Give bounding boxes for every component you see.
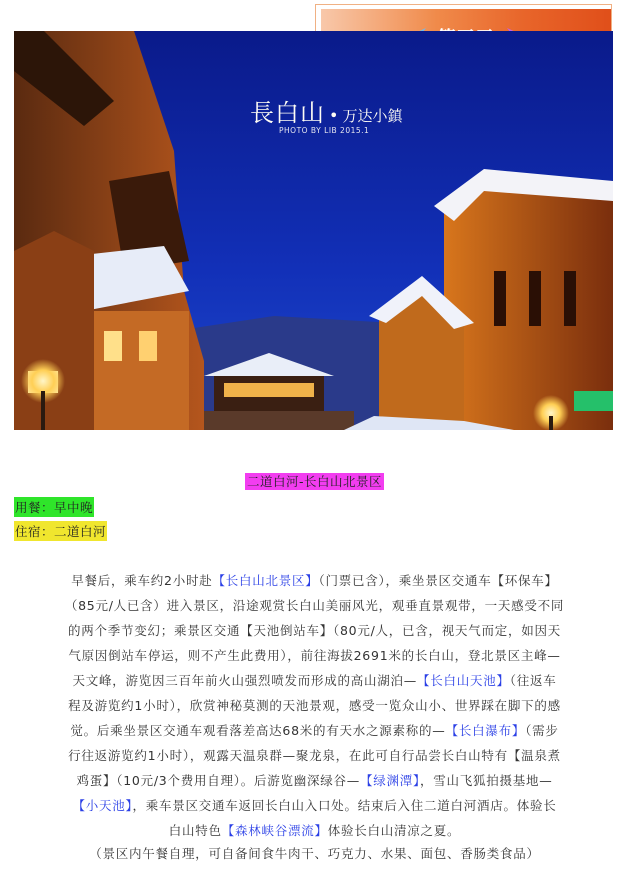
itinerary-line (12, 793, 617, 818)
itinerary-text: 鸡蛋】（10元/3个费用自理）。后游览幽深绿谷— (76, 773, 361, 788)
attraction-link[interactable]: 【长白山天池】 (416, 673, 510, 688)
itinerary-text: ，乘车景区交通车返回长白山入口处。结束后入住二道白河酒店。体验长 (132, 798, 557, 813)
itinerary-line (12, 568, 617, 593)
itinerary-text: 程及游览约1小时），欣赏神秘莫测的天池景观，感受一览众山小、世界踩在脚下的感 (68, 698, 561, 713)
attraction-link[interactable]: 【长白山北景区】 (212, 573, 319, 588)
attraction-link[interactable]: 【长白瀑布】 (445, 723, 526, 738)
photo-caption-title (250, 93, 402, 128)
itinerary-line (12, 743, 617, 768)
attraction-link[interactable]: 【绿渊潭】 (360, 773, 421, 788)
itinerary-line (12, 693, 617, 718)
itinerary-text: （85元/人已含）进入景区，沿途观赏长白山美丽风光，观垂直景观带，一天感受不同 (64, 598, 565, 613)
itinerary-text: 气原因倒站车停运，则不产生此费用），前往海拔2691米的长白山，登北景区主峰— (68, 648, 561, 663)
snowy-town-illustration (14, 31, 613, 430)
itinerary-text: （需步 (525, 723, 559, 738)
route-label: 二道白河-长白山北景区 (246, 474, 382, 489)
itinerary-text: 体验长白山清凉之夏。 (327, 823, 461, 838)
photo-credit: PHOTO BY LIB 2015.1 (279, 126, 370, 135)
route-heading (0, 471, 629, 490)
itinerary-text: 白山特色 (168, 823, 222, 838)
itinerary-text: 早餐后，乘车约2小时赴 (71, 573, 213, 588)
itinerary-line (12, 618, 617, 643)
photo-title-dot: • (329, 106, 339, 125)
itinerary-text: ，雪山飞狐拍摄基地— (420, 773, 553, 788)
itinerary-paragraph (12, 568, 617, 843)
photo-title-sub: 万达小鎮 (342, 107, 403, 125)
itinerary-line (12, 718, 617, 743)
itinerary-line (12, 593, 617, 618)
attraction-link[interactable]: 【小天池】 (72, 798, 133, 813)
itinerary-note: （景区内午餐自理，可自备间食牛肉干、巧克力、水果、面包、香肠类食品） (89, 846, 540, 861)
itinerary-text: （往返车 (509, 673, 557, 688)
photo-title-main: 長白山 (250, 99, 325, 127)
itinerary-line (12, 768, 617, 793)
itinerary-text: （门票已含），乘坐景区交通车【环保车】 (318, 573, 558, 588)
itinerary-line (12, 818, 617, 843)
itinerary-text: 行往返游览约1小时），观露天温泉群—聚龙泉，在此可自行品尝长白山特有【温泉煮 (68, 748, 561, 763)
itinerary-text: 觉。后乘坐景区交通车观看落差高达68米的有天水之源素称的— (70, 723, 446, 738)
itinerary-text: 天文峰，游览因三百年前火山强烈喷发而形成的高山湖泊— (72, 673, 417, 688)
attraction-link[interactable]: 【森林峡谷漂流】 (221, 823, 328, 838)
itinerary-line (12, 668, 617, 693)
itinerary-text: 的两个季节变幻；乘景区交通【天池倒站车】（80元/人，已含，视天气而定，如因天 (67, 623, 562, 638)
lodging-label: 住宿：二道白河 (14, 521, 107, 541)
town-night-photo (14, 31, 613, 430)
itinerary-line (12, 643, 617, 668)
meals-label: 用餐：早中晚 (14, 497, 94, 517)
